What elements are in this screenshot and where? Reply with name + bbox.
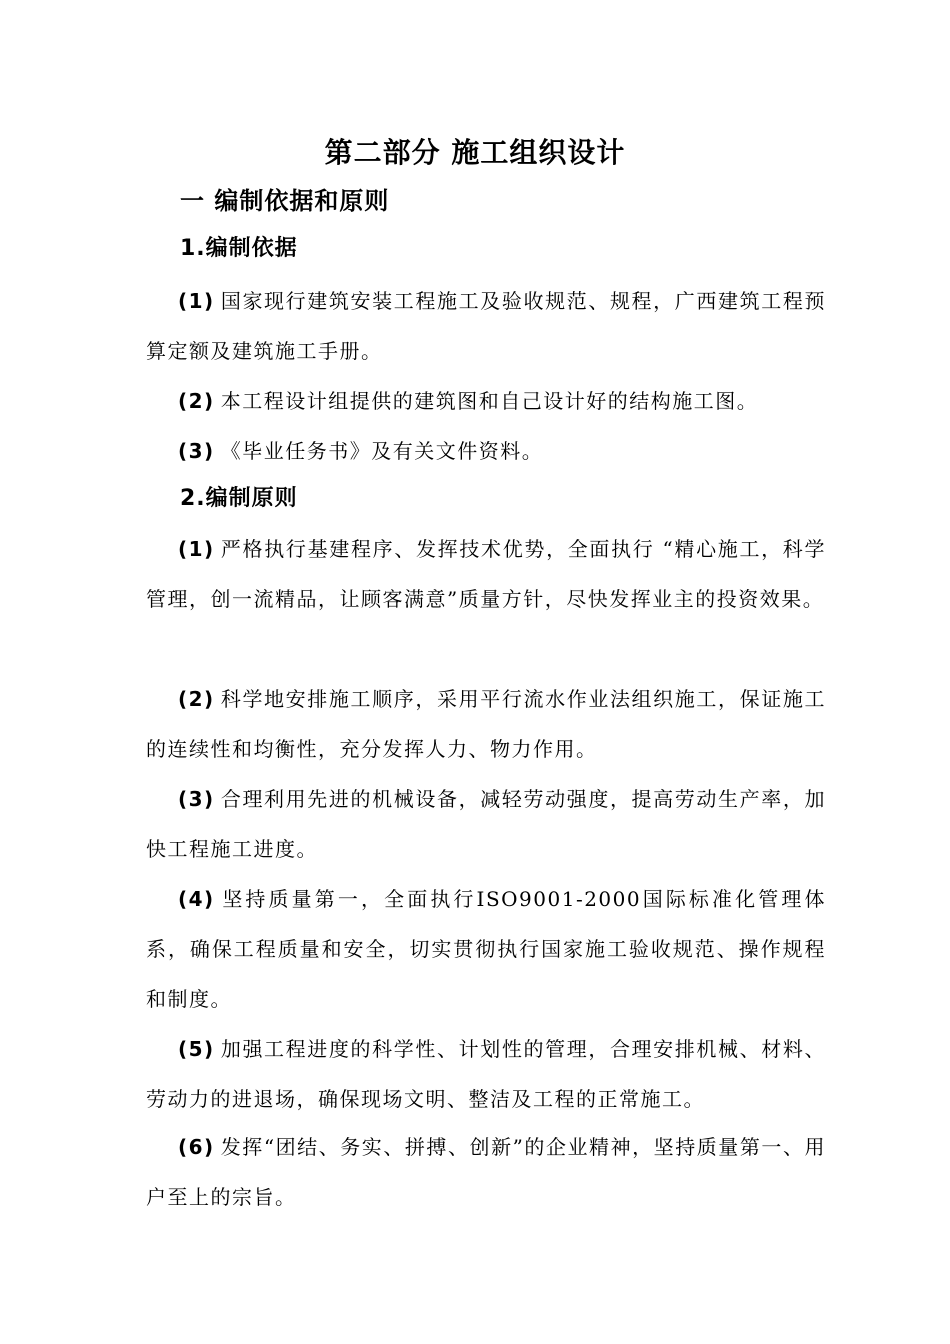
item-number: (1) xyxy=(178,289,215,313)
item-number: (3) xyxy=(178,787,215,811)
principle-item-4 xyxy=(146,874,826,1024)
item-text: 坚持质量第一，全面执行ISO9001-2000国际标准化管理体系，确保工程质量和安全，切实贯彻执行国家施工验收规范、操作规程和制度。 xyxy=(146,887,826,1011)
item-text: 严格执行基建程序、发挥技术优势，全面执行 “精心施工，科学管理，创一流精品，让顾客满意”质量方针，尽快发挥业主的投资效果。 xyxy=(146,537,826,611)
section-heading: 一 编制依据和原则 xyxy=(180,187,390,215)
item-number: (1) xyxy=(178,537,215,561)
basis-item-3 xyxy=(146,426,826,476)
item-number: (2) xyxy=(178,687,215,711)
principle-item-1 xyxy=(146,524,826,624)
item-number: (2) xyxy=(178,389,215,413)
item-number: (4) xyxy=(178,887,215,911)
item-number: (5) xyxy=(178,1037,215,1061)
principle-item-3 xyxy=(146,774,826,874)
page-title: 第二部分 施工组织设计 xyxy=(324,136,626,169)
item-number: (6) xyxy=(178,1135,215,1159)
item-number: (3) xyxy=(178,439,215,463)
basis-item-1 xyxy=(146,276,826,376)
principle-item-5 xyxy=(146,1024,826,1124)
principles-heading: 2.编制原则 xyxy=(180,486,298,511)
item-text: 国家现行建筑安装工程施工及验收规范、规程，广西建筑工程预算定额及建筑施工手册。 xyxy=(146,289,826,363)
principle-item-6 xyxy=(146,1122,826,1222)
item-text: 合理利用先进的机械设备，减轻劳动强度，提高劳动生产率，加快工程施工进度。 xyxy=(146,787,826,861)
item-text: 发挥“团结、务实、拼搏、创新”的企业精神，坚持质量第一、用户至上的宗旨。 xyxy=(146,1135,826,1209)
basis-item-2 xyxy=(146,376,826,426)
item-text: 加强工程进度的科学性、计划性的管理，合理安排机械、材料、劳动力的进退场，确保现场文明、整洁及工程的正常施工。 xyxy=(146,1037,826,1111)
item-text: 《毕业任务书》及有关文件资料。 xyxy=(220,439,544,463)
item-text: 科学地安排施工顺序，采用平行流水作业法组织施工，保证施工的连续性和均衡性，充分发挥人力、物力作用。 xyxy=(146,687,826,761)
basis-heading: 1.编制依据 xyxy=(180,236,298,261)
principle-item-2 xyxy=(146,674,826,774)
item-text: 本工程设计组提供的建筑图和自己设计好的结构施工图。 xyxy=(220,389,759,413)
